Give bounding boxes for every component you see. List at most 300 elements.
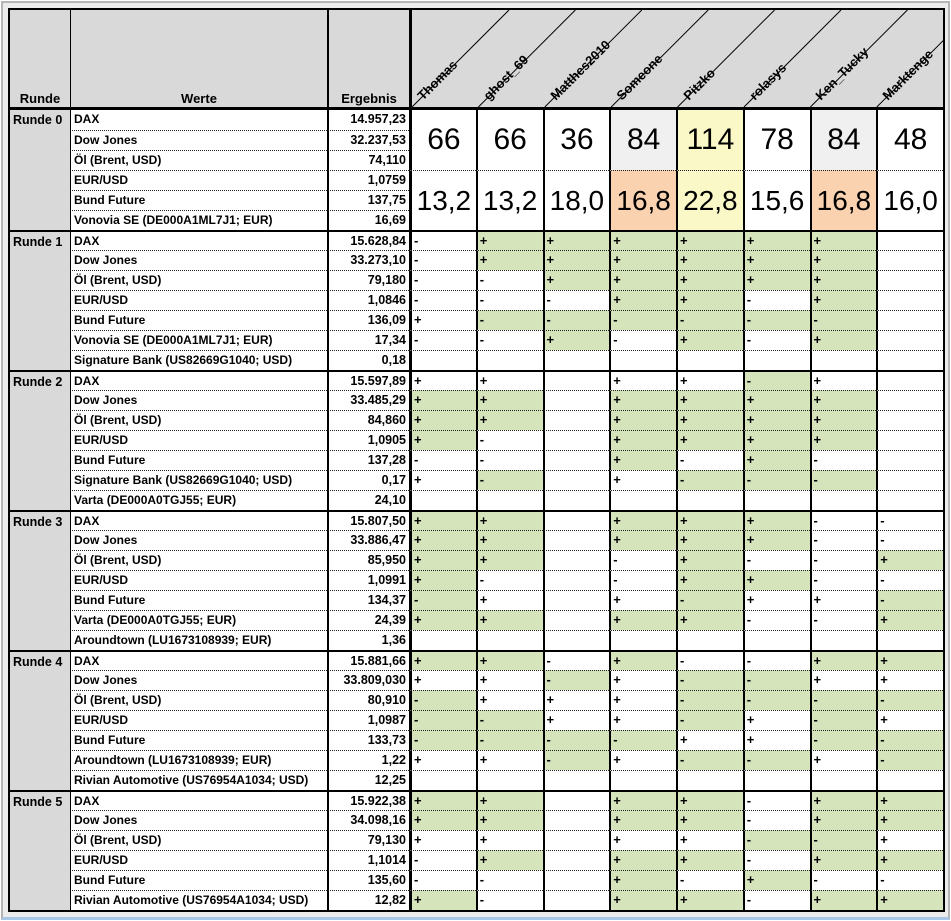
prediction-cell[interactable]: + [476, 610, 543, 630]
prediction-cell[interactable]: + [476, 790, 543, 810]
prediction-cell[interactable]: + [810, 270, 877, 290]
asset-name-cell[interactable]: Varta (DE000A0TGJ55; EUR) [70, 490, 327, 510]
player-header-name[interactable]: Matthes2010 [547, 37, 613, 103]
prediction-cell[interactable]: + [810, 290, 877, 310]
prediction-cell[interactable]: + [876, 550, 943, 570]
prediction-cell[interactable] [609, 490, 676, 510]
asset-name-cell[interactable]: Varta (DE000A0TGJ55; EUR) [70, 610, 327, 630]
prediction-cell[interactable]: - [810, 450, 877, 470]
prediction-cell[interactable]: - [476, 330, 543, 350]
asset-name-cell[interactable]: EUR/USD [70, 570, 327, 590]
prediction-cell[interactable]: + [810, 790, 877, 810]
result-cell[interactable]: 1,0991 [327, 570, 409, 590]
prediction-cell[interactable] [876, 370, 943, 390]
prediction-cell[interactable]: - [409, 270, 476, 290]
prediction-cell[interactable]: + [676, 610, 743, 630]
prediction-cell[interactable]: + [676, 410, 743, 430]
prediction-cell[interactable]: + [743, 730, 810, 750]
prediction-cell[interactable]: - [609, 550, 676, 570]
prediction-cell[interactable]: + [476, 650, 543, 670]
prediction-cell[interactable] [543, 590, 610, 610]
prediction-cell[interactable]: - [609, 330, 676, 350]
prediction-cell[interactable] [609, 770, 676, 790]
score-cell[interactable]: 36 [543, 110, 610, 170]
prediction-cell[interactable]: - [876, 750, 943, 770]
prediction-cell[interactable]: + [609, 810, 676, 830]
prediction-cell[interactable]: + [409, 550, 476, 570]
prediction-cell[interactable] [676, 630, 743, 650]
prediction-cell[interactable] [876, 410, 943, 430]
prediction-cell[interactable] [543, 610, 610, 630]
result-cell[interactable]: 24,10 [327, 490, 409, 510]
prediction-cell[interactable]: + [609, 670, 676, 690]
prediction-cell[interactable]: + [810, 670, 877, 690]
prediction-cell[interactable]: + [409, 410, 476, 430]
round-label[interactable]: Runde 1 [10, 230, 70, 370]
prediction-cell[interactable]: + [810, 810, 877, 830]
prediction-cell[interactable]: + [676, 830, 743, 850]
prediction-cell[interactable]: + [743, 710, 810, 730]
prediction-cell[interactable] [876, 430, 943, 450]
score-cell[interactable]: 84 [609, 110, 676, 170]
prediction-cell[interactable]: + [476, 670, 543, 690]
prediction-cell[interactable]: - [810, 610, 877, 630]
prediction-cell[interactable]: + [476, 810, 543, 830]
result-cell[interactable]: 0,17 [327, 470, 409, 490]
prediction-cell[interactable]: - [810, 530, 877, 550]
prediction-cell[interactable] [876, 230, 943, 250]
prediction-cell[interactable]: - [476, 310, 543, 330]
prediction-cell[interactable]: + [810, 410, 877, 430]
prediction-cell[interactable]: + [609, 790, 676, 810]
asset-name-cell[interactable]: Dow Jones [70, 810, 327, 830]
asset-name-cell[interactable]: Vonovia SE (DE000A1ML7J1; EUR) [70, 330, 327, 350]
prediction-cell[interactable]: + [609, 690, 676, 710]
prediction-cell[interactable] [876, 390, 943, 410]
prediction-cell[interactable] [876, 630, 943, 650]
round-label[interactable]: Runde 4 [10, 650, 70, 790]
prediction-cell[interactable]: + [743, 270, 810, 290]
prediction-cell[interactable]: - [543, 670, 610, 690]
result-cell[interactable]: 137,28 [327, 450, 409, 470]
asset-name-cell[interactable]: Signature Bank (US82669G1040; USD) [70, 350, 327, 370]
prediction-cell[interactable]: - [476, 290, 543, 310]
prediction-cell[interactable]: - [409, 730, 476, 750]
prediction-cell[interactable]: + [876, 850, 943, 870]
points-cell[interactable]: 13,2 [409, 170, 476, 230]
prediction-cell[interactable]: - [543, 750, 610, 770]
prediction-cell[interactable]: + [676, 570, 743, 590]
prediction-cell[interactable]: + [676, 550, 743, 570]
asset-name-cell[interactable]: DAX [70, 230, 327, 250]
prediction-cell[interactable]: + [476, 390, 543, 410]
prediction-cell[interactable] [810, 350, 877, 370]
prediction-cell[interactable] [543, 390, 610, 410]
prediction-cell[interactable]: + [609, 250, 676, 270]
prediction-cell[interactable]: - [543, 730, 610, 750]
score-cell[interactable]: 66 [409, 110, 476, 170]
prediction-cell[interactable]: + [676, 510, 743, 530]
asset-name-cell[interactable]: DAX [70, 650, 327, 670]
prediction-cell[interactable]: + [676, 230, 743, 250]
player-header-name[interactable]: Someone [613, 51, 666, 103]
result-cell[interactable]: 136,09 [327, 310, 409, 330]
prediction-cell[interactable] [743, 350, 810, 370]
column-header-ergebnis[interactable]: Ergebnis [327, 10, 409, 107]
prediction-cell[interactable]: - [609, 730, 676, 750]
prediction-cell[interactable]: + [810, 230, 877, 250]
prediction-cell[interactable]: - [743, 890, 810, 910]
prediction-cell[interactable]: - [743, 830, 810, 850]
prediction-cell[interactable]: - [743, 330, 810, 350]
prediction-cell[interactable]: + [409, 570, 476, 590]
prediction-cell[interactable] [876, 290, 943, 310]
result-cell[interactable]: 33.485,29 [327, 390, 409, 410]
score-cell[interactable]: 84 [810, 110, 877, 170]
prediction-cell[interactable]: + [609, 590, 676, 610]
result-cell[interactable]: 15.881,66 [327, 650, 409, 670]
prediction-cell[interactable]: + [476, 530, 543, 550]
result-cell[interactable]: 135,60 [327, 870, 409, 890]
prediction-cell[interactable]: + [876, 810, 943, 830]
prediction-cell[interactable]: - [676, 470, 743, 490]
prediction-cell[interactable]: - [876, 590, 943, 610]
prediction-cell[interactable]: + [609, 650, 676, 670]
prediction-cell[interactable]: + [609, 870, 676, 890]
round-label[interactable]: Runde 3 [10, 510, 70, 650]
prediction-cell[interactable] [876, 310, 943, 330]
prediction-cell[interactable] [743, 630, 810, 650]
prediction-cell[interactable] [543, 530, 610, 550]
prediction-cell[interactable]: - [810, 550, 877, 570]
prediction-cell[interactable] [409, 490, 476, 510]
prediction-cell[interactable]: - [409, 250, 476, 270]
player-header-name[interactable]: Thomas [414, 57, 461, 103]
prediction-cell[interactable]: + [609, 850, 676, 870]
prediction-cell[interactable]: + [409, 810, 476, 830]
asset-name-cell[interactable]: Öl (Brent, USD) [70, 550, 327, 570]
result-cell[interactable]: 32.237,53 [327, 130, 409, 150]
prediction-cell[interactable]: + [543, 270, 610, 290]
prediction-cell[interactable]: + [676, 850, 743, 870]
prediction-cell[interactable] [543, 450, 610, 470]
prediction-cell[interactable]: - [743, 610, 810, 630]
prediction-cell[interactable]: - [543, 310, 610, 330]
asset-name-cell[interactable]: Öl (Brent, USD) [70, 410, 327, 430]
asset-name-cell[interactable]: Öl (Brent, USD) [70, 690, 327, 710]
prediction-cell[interactable]: + [476, 590, 543, 610]
prediction-cell[interactable]: - [743, 810, 810, 830]
player-header-name[interactable]: Pitzko [679, 65, 718, 103]
prediction-cell[interactable] [676, 490, 743, 510]
prediction-cell[interactable]: - [743, 550, 810, 570]
prediction-cell[interactable]: - [409, 330, 476, 350]
prediction-cell[interactable]: - [476, 730, 543, 750]
column-header-werte[interactable]: Werte [70, 10, 327, 107]
score-cell[interactable]: 48 [876, 110, 943, 170]
prediction-cell[interactable] [543, 810, 610, 830]
asset-name-cell[interactable]: EUR/USD [70, 290, 327, 310]
asset-name-cell[interactable]: Öl (Brent, USD) [70, 830, 327, 850]
prediction-cell[interactable]: + [409, 390, 476, 410]
prediction-cell[interactable]: - [810, 510, 877, 530]
prediction-cell[interactable]: + [876, 650, 943, 670]
result-cell[interactable]: 24,39 [327, 610, 409, 630]
prediction-cell[interactable]: + [409, 890, 476, 910]
prediction-cell[interactable]: + [676, 890, 743, 910]
prediction-cell[interactable]: - [676, 590, 743, 610]
result-cell[interactable]: 84,860 [327, 410, 409, 430]
prediction-cell[interactable]: - [676, 670, 743, 690]
prediction-cell[interactable] [476, 350, 543, 370]
prediction-cell[interactable]: - [810, 690, 877, 710]
prediction-cell[interactable]: + [409, 530, 476, 550]
prediction-cell[interactable]: + [609, 450, 676, 470]
asset-name-cell[interactable]: Dow Jones [70, 390, 327, 410]
prediction-cell[interactable]: + [876, 670, 943, 690]
prediction-cell[interactable]: + [676, 530, 743, 550]
prediction-cell[interactable]: - [810, 470, 877, 490]
prediction-cell[interactable]: - [810, 830, 877, 850]
prediction-cell[interactable]: + [743, 590, 810, 610]
prediction-cell[interactable]: - [409, 870, 476, 890]
prediction-cell[interactable]: - [476, 710, 543, 730]
result-cell[interactable]: 0,18 [327, 350, 409, 370]
result-cell[interactable]: 1,36 [327, 630, 409, 650]
prediction-cell[interactable] [476, 770, 543, 790]
prediction-cell[interactable]: + [676, 290, 743, 310]
asset-name-cell[interactable]: DAX [70, 110, 327, 130]
prediction-cell[interactable]: - [876, 730, 943, 750]
prediction-cell[interactable]: + [676, 330, 743, 350]
prediction-cell[interactable]: + [676, 810, 743, 830]
prediction-cell[interactable]: + [810, 750, 877, 770]
result-cell[interactable]: 16,69 [327, 210, 409, 230]
prediction-cell[interactable]: + [409, 670, 476, 690]
prediction-cell[interactable]: + [810, 390, 877, 410]
prediction-cell[interactable] [543, 570, 610, 590]
prediction-cell[interactable]: + [476, 410, 543, 430]
prediction-cell[interactable]: - [676, 710, 743, 730]
prediction-cell[interactable]: + [409, 430, 476, 450]
prediction-cell[interactable] [876, 450, 943, 470]
prediction-cell[interactable]: + [409, 610, 476, 630]
result-cell[interactable]: 15.922,38 [327, 790, 409, 810]
prediction-cell[interactable]: + [810, 250, 877, 270]
result-cell[interactable]: 1,0759 [327, 170, 409, 190]
prediction-cell[interactable]: + [609, 270, 676, 290]
asset-name-cell[interactable]: Dow Jones [70, 250, 327, 270]
prediction-cell[interactable]: - [676, 690, 743, 710]
score-cell[interactable]: 78 [743, 110, 810, 170]
points-cell[interactable]: 16,8 [609, 170, 676, 230]
prediction-cell[interactable]: - [876, 570, 943, 590]
prediction-cell[interactable]: - [476, 470, 543, 490]
prediction-cell[interactable]: - [743, 290, 810, 310]
prediction-cell[interactable]: + [810, 590, 877, 610]
prediction-cell[interactable] [543, 770, 610, 790]
prediction-cell[interactable]: + [743, 870, 810, 890]
asset-name-cell[interactable]: Dow Jones [70, 530, 327, 550]
prediction-cell[interactable]: + [476, 750, 543, 770]
player-header-name[interactable]: Marktenge [879, 46, 936, 103]
prediction-cell[interactable]: + [609, 410, 676, 430]
prediction-cell[interactable]: + [609, 390, 676, 410]
prediction-cell[interactable]: - [409, 230, 476, 250]
asset-name-cell[interactable]: Aroundtown (LU1673108939; EUR) [70, 750, 327, 770]
prediction-cell[interactable] [543, 790, 610, 810]
asset-name-cell[interactable]: EUR/USD [70, 850, 327, 870]
prediction-cell[interactable]: + [810, 850, 877, 870]
prediction-cell[interactable]: + [743, 410, 810, 430]
result-cell[interactable]: 79,180 [327, 270, 409, 290]
prediction-cell[interactable]: - [876, 530, 943, 550]
score-cell[interactable]: 66 [476, 110, 543, 170]
prediction-cell[interactable]: + [810, 370, 877, 390]
prediction-cell[interactable]: + [609, 610, 676, 630]
prediction-cell[interactable]: - [876, 870, 943, 890]
prediction-cell[interactable] [676, 350, 743, 370]
prediction-cell[interactable]: - [743, 790, 810, 810]
prediction-cell[interactable] [543, 350, 610, 370]
asset-name-cell[interactable]: EUR/USD [70, 710, 327, 730]
prediction-cell[interactable]: - [810, 730, 877, 750]
prediction-cell[interactable] [543, 410, 610, 430]
prediction-cell[interactable]: - [743, 370, 810, 390]
prediction-cell[interactable]: + [409, 830, 476, 850]
prediction-cell[interactable]: - [676, 310, 743, 330]
prediction-cell[interactable]: + [743, 430, 810, 450]
asset-name-cell[interactable]: Bund Future [70, 310, 327, 330]
round-label[interactable]: Runde 2 [10, 370, 70, 510]
prediction-cell[interactable]: + [743, 230, 810, 250]
prediction-cell[interactable]: + [409, 510, 476, 530]
prediction-cell[interactable]: + [810, 890, 877, 910]
prediction-cell[interactable]: - [409, 450, 476, 470]
prediction-cell[interactable]: - [810, 570, 877, 590]
result-cell[interactable]: 79,130 [327, 830, 409, 850]
prediction-cell[interactable]: - [676, 870, 743, 890]
asset-name-cell[interactable]: Signature Bank (US82669G1040; USD) [70, 470, 327, 490]
prediction-cell[interactable]: - [743, 470, 810, 490]
prediction-cell[interactable]: - [810, 870, 877, 890]
prediction-cell[interactable]: + [743, 390, 810, 410]
result-cell[interactable]: 12,82 [327, 890, 409, 910]
prediction-cell[interactable]: + [543, 230, 610, 250]
prediction-cell[interactable]: - [609, 310, 676, 330]
prediction-cell[interactable]: - [409, 690, 476, 710]
prediction-cell[interactable]: + [409, 750, 476, 770]
prediction-cell[interactable]: - [476, 430, 543, 450]
prediction-cell[interactable]: + [476, 550, 543, 570]
prediction-cell[interactable]: + [876, 610, 943, 630]
prediction-cell[interactable]: + [609, 370, 676, 390]
prediction-cell[interactable] [543, 870, 610, 890]
prediction-cell[interactable]: - [876, 690, 943, 710]
prediction-cell[interactable]: + [409, 650, 476, 670]
result-cell[interactable]: 1,0987 [327, 710, 409, 730]
prediction-cell[interactable]: - [476, 450, 543, 470]
round-label[interactable]: Runde 5 [10, 790, 70, 910]
prediction-cell[interactable]: - [409, 710, 476, 730]
prediction-cell[interactable]: + [609, 470, 676, 490]
points-cell[interactable]: 22,8 [676, 170, 743, 230]
asset-name-cell[interactable]: Öl (Brent, USD) [70, 150, 327, 170]
prediction-cell[interactable] [543, 470, 610, 490]
prediction-cell[interactable]: + [476, 370, 543, 390]
prediction-cell[interactable]: + [409, 790, 476, 810]
result-cell[interactable]: 1,0846 [327, 290, 409, 310]
prediction-cell[interactable]: - [409, 850, 476, 870]
result-cell[interactable]: 12,25 [327, 770, 409, 790]
prediction-cell[interactable]: + [543, 710, 610, 730]
points-cell[interactable]: 18,0 [543, 170, 610, 230]
player-header-name[interactable]: Ken_Tucky [812, 44, 872, 103]
asset-name-cell[interactable]: DAX [70, 370, 327, 390]
prediction-cell[interactable]: + [743, 450, 810, 470]
prediction-cell[interactable]: + [876, 790, 943, 810]
prediction-cell[interactable] [409, 770, 476, 790]
prediction-cell[interactable]: + [876, 830, 943, 850]
asset-name-cell[interactable]: DAX [70, 510, 327, 530]
prediction-cell[interactable]: - [676, 650, 743, 670]
prediction-cell[interactable]: + [609, 510, 676, 530]
prediction-cell[interactable]: - [743, 690, 810, 710]
result-cell[interactable]: 134,37 [327, 590, 409, 610]
prediction-cell[interactable]: + [543, 330, 610, 350]
prediction-cell[interactable]: + [476, 850, 543, 870]
prediction-cell[interactable]: - [743, 650, 810, 670]
prediction-cell[interactable]: + [810, 650, 877, 670]
result-cell[interactable]: 1,22 [327, 750, 409, 770]
round-label[interactable]: Runde 0 [10, 110, 70, 230]
prediction-cell[interactable]: + [609, 430, 676, 450]
prediction-cell[interactable]: + [676, 430, 743, 450]
prediction-cell[interactable] [543, 490, 610, 510]
result-cell[interactable]: 1,1014 [327, 850, 409, 870]
result-cell[interactable]: 1,0905 [327, 430, 409, 450]
prediction-cell[interactable]: + [543, 690, 610, 710]
prediction-cell[interactable]: + [609, 290, 676, 310]
result-cell[interactable]: 14.957,23 [327, 110, 409, 130]
prediction-cell[interactable]: + [810, 430, 877, 450]
asset-name-cell[interactable]: Bund Future [70, 450, 327, 470]
prediction-cell[interactable] [810, 490, 877, 510]
asset-name-cell[interactable]: DAX [70, 790, 327, 810]
result-cell[interactable]: 85,950 [327, 550, 409, 570]
prediction-cell[interactable] [409, 630, 476, 650]
points-cell[interactable]: 15,6 [743, 170, 810, 230]
prediction-cell[interactable]: + [476, 830, 543, 850]
prediction-cell[interactable]: - [476, 890, 543, 910]
prediction-cell[interactable] [676, 770, 743, 790]
prediction-cell[interactable] [743, 770, 810, 790]
asset-name-cell[interactable]: Dow Jones [70, 670, 327, 690]
score-cell[interactable]: 114 [676, 110, 743, 170]
prediction-cell[interactable] [876, 770, 943, 790]
prediction-cell[interactable] [543, 550, 610, 570]
prediction-cell[interactable]: + [743, 510, 810, 530]
prediction-cell[interactable]: + [676, 730, 743, 750]
prediction-cell[interactable]: + [743, 250, 810, 270]
prediction-cell[interactable] [876, 250, 943, 270]
asset-name-cell[interactable]: EUR/USD [70, 170, 327, 190]
prediction-cell[interactable] [810, 630, 877, 650]
prediction-cell[interactable] [476, 630, 543, 650]
result-cell[interactable]: 74,110 [327, 150, 409, 170]
prediction-cell[interactable]: + [676, 790, 743, 810]
asset-name-cell[interactable]: Dow Jones [70, 130, 327, 150]
